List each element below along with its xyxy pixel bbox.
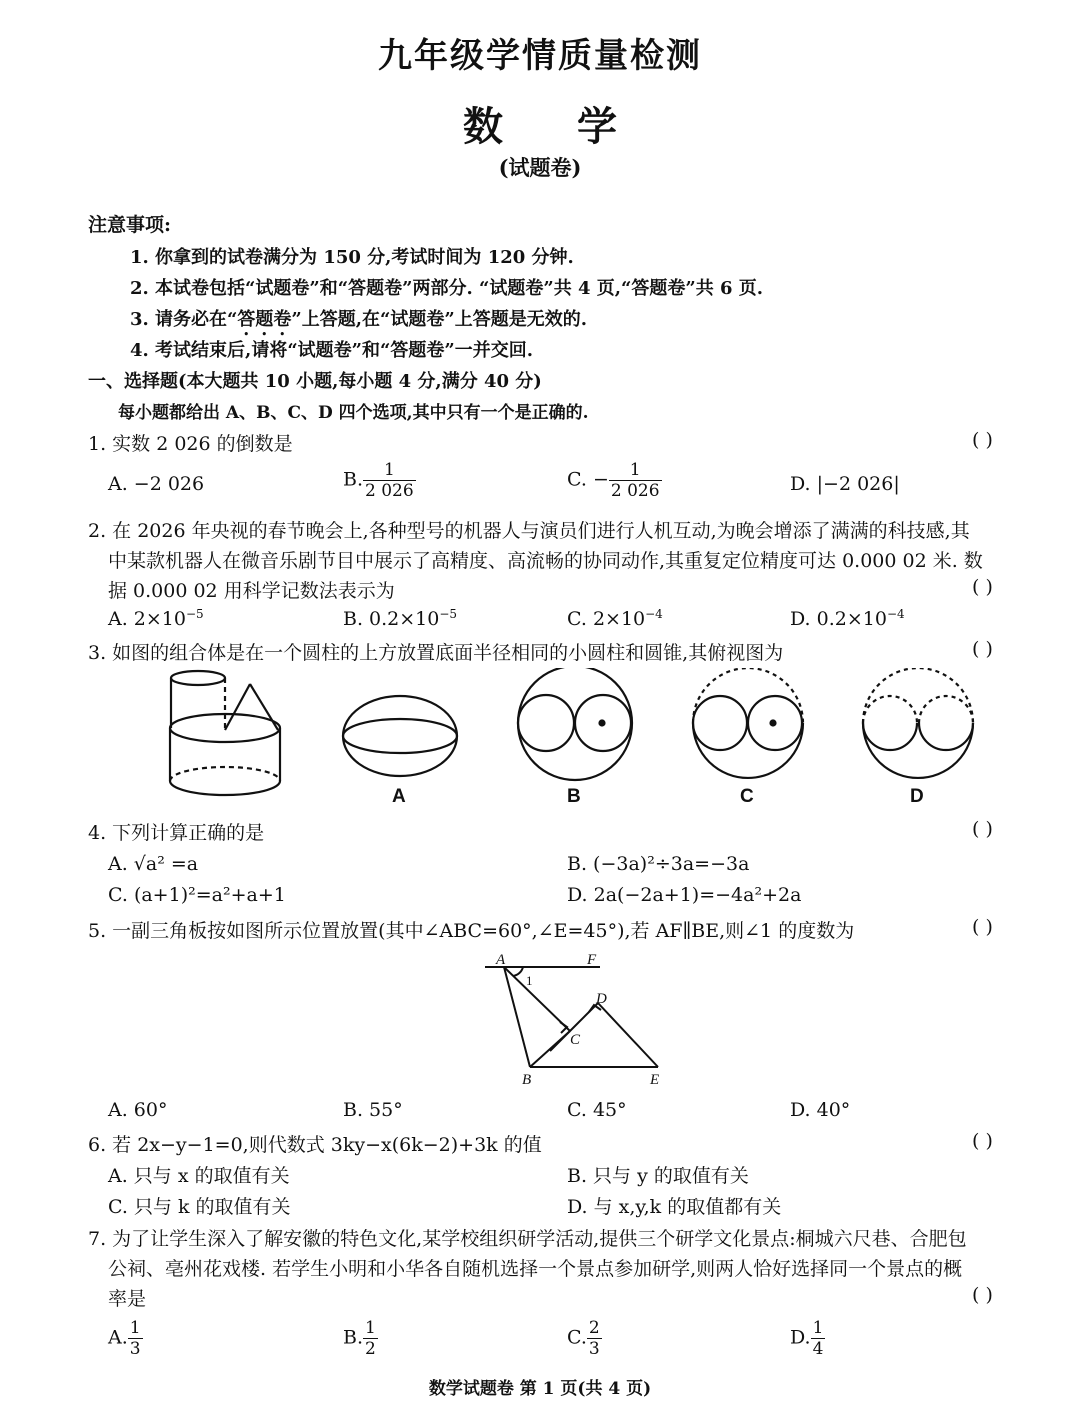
q7-option-a: A. $\frac{1}{3}$ — [108, 1318, 141, 1359]
q1-answer-paren: ( ) — [972, 429, 993, 451]
q5-option-d: D. 40° — [790, 1099, 851, 1121]
q2-stem-line1: 2. 在 2026 年央视的春节晚会上,各种型号的机器人与演员们进行人机互动,为晚会增添了满满的科技感,其 — [88, 520, 970, 542]
section-instruction: 每小题都给出 A、B、C、D 四个选项,其中只有一个是正确的. — [118, 403, 589, 423]
q7-stem-line2: 公祠、亳州花戏楼. 若学生小明和小华各自随机选择一个景点参加研学,则两人恰好选择同一个景点的概 — [108, 1258, 963, 1280]
q3-option-d-figure — [863, 668, 973, 778]
q6-option-d: D. 与 x,y,k 的取值都有关 — [567, 1196, 782, 1218]
q3-label-c: C — [740, 786, 754, 807]
q1-option-c: C. − $\frac{1}{2 026}$ — [567, 460, 660, 501]
q1-option-d: D. |−2 026| — [790, 473, 900, 495]
q5-option-c: C. 45° — [567, 1099, 627, 1121]
note-item-4: 4. 考试结束后,请将“试题卷”和“答题卷”一并交回. — [130, 340, 534, 361]
paper-type: (试题卷) — [498, 155, 582, 180]
q2-option-a: A. $2\times 10^{-5}$ — [108, 607, 204, 630]
q3-option-c-figure — [693, 668, 803, 778]
page-footer: 数学试题卷 第 1 页(共 4 页) — [428, 1379, 652, 1399]
q4-stem: 4. 下列计算正确的是 — [88, 822, 265, 844]
q6-option-a: A. 只与 x 的取值有关 — [108, 1165, 290, 1187]
q6-stem: 6. 若 2x−y−1=0,则代数式 3ky−x(6k−2)+3k 的值 — [88, 1134, 542, 1156]
q1-option-b: B. $\frac{1}{2 026}$ — [343, 460, 414, 501]
q5-point-f: F — [587, 952, 597, 968]
q4-option-c: C. (a+1)²=a²+a+1 — [108, 884, 286, 906]
q4-option-a: A. √a² =a — [108, 853, 199, 875]
q4-answer-paren: ( ) — [972, 818, 993, 840]
q1-stem: 1. 实数 2 026 的倒数是 — [88, 433, 293, 455]
q2-stem-line2: 中某款机器人在微音乐剧节目中展示了高精度、高流畅的协同动作,其重复定位精度可达 0.000 02 米. 数 — [108, 550, 983, 572]
q7-option-c: C. $\frac{2}{3}$ — [567, 1318, 600, 1359]
q2-stem-line3: 据 0.000 02 用科学记数法表示为 — [108, 580, 395, 602]
q5-point-a: A — [496, 952, 506, 968]
q3-solid-figure — [170, 671, 280, 795]
q5-point-d: D — [596, 991, 607, 1007]
q5-angle-1: 1 — [526, 973, 533, 988]
q7-stem-line1: 7. 为了让学生深入了解安徽的特色文化,某学校组织研学活动,提供三个研学文化景点:桐城六尺巷、合肥包 — [88, 1228, 967, 1250]
q1-option-a: A. −2 026 — [108, 473, 205, 495]
note-item-1: 1. 你拿到的试卷满分为 150 分,考试时间为 120 分钟. — [130, 247, 574, 268]
q6-option-b: B. 只与 y 的取值有关 — [567, 1165, 749, 1187]
q3-stem: 3. 如图的组合体是在一个圆柱的上方放置底面半径相同的小圆柱和圆锥,其俯视图为 — [88, 642, 784, 664]
q3-label-d: D — [910, 786, 924, 807]
q5-point-c: C — [570, 1032, 581, 1048]
q5-point-e: E — [650, 1072, 660, 1088]
q6-answer-paren: ( ) — [972, 1130, 993, 1152]
q5-stem: 5. 一副三角板按如图所示位置放置(其中∠ABC=60°,∠E=45°),若 AF∥BE,则∠1 的度数为 — [88, 920, 855, 942]
q3-label-b: B — [567, 786, 581, 807]
q3-answer-paren: ( ) — [972, 638, 993, 660]
q6-option-c: C. 只与 k 的取值有关 — [108, 1196, 291, 1218]
q3-option-a-figure — [343, 696, 457, 776]
q2-option-d: D. $0.2\times 10^{-4}$ — [790, 607, 905, 630]
q5-triangle-figure — [470, 945, 690, 1090]
q2-option-c: C. $2\times 10^{-4}$ — [567, 607, 663, 630]
notes-heading: 注意事项: — [88, 214, 172, 236]
q4-option-b: B. (−3a)²÷3a=−3a — [567, 853, 750, 875]
section-title: 一、选择题(本大题共 10 小题,每小题 4 分,满分 40 分) — [88, 371, 542, 392]
q7-option-b: B. $\frac{1}{2}$ — [343, 1318, 376, 1359]
note-item-2: 2. 本试卷包括“试题卷”和“答题卷”两部分. “试题卷”共 4 页,“答题卷”共 6 页. — [130, 278, 764, 299]
q7-stem-line3: 率是 — [108, 1288, 147, 1310]
q7-option-d: D. $\frac{1}{4}$ — [790, 1318, 824, 1359]
exam-title: 九年级学情质量检测 — [378, 36, 702, 76]
q5-option-a: A. 60° — [108, 1099, 168, 1121]
q3-option-b-figure — [518, 668, 632, 780]
q2-answer-paren: ( ) — [972, 576, 993, 598]
q2-option-b: B. $0.2\times 10^{-5}$ — [343, 607, 458, 630]
q4-option-d: D. 2a(−2a+1)=−4a²+2a — [567, 884, 802, 906]
note-item-3: 3. 请务必在“答题卷”上答题,在“试题卷”上答题是无效的. — [130, 309, 588, 330]
q7-answer-paren: ( ) — [972, 1284, 993, 1306]
q5-point-b: B — [522, 1072, 532, 1088]
q5-option-b: B. 55° — [343, 1099, 403, 1121]
subject-title: 数 学 — [463, 103, 647, 150]
q5-answer-paren: ( ) — [972, 916, 993, 938]
q3-label-a: A — [392, 786, 406, 807]
